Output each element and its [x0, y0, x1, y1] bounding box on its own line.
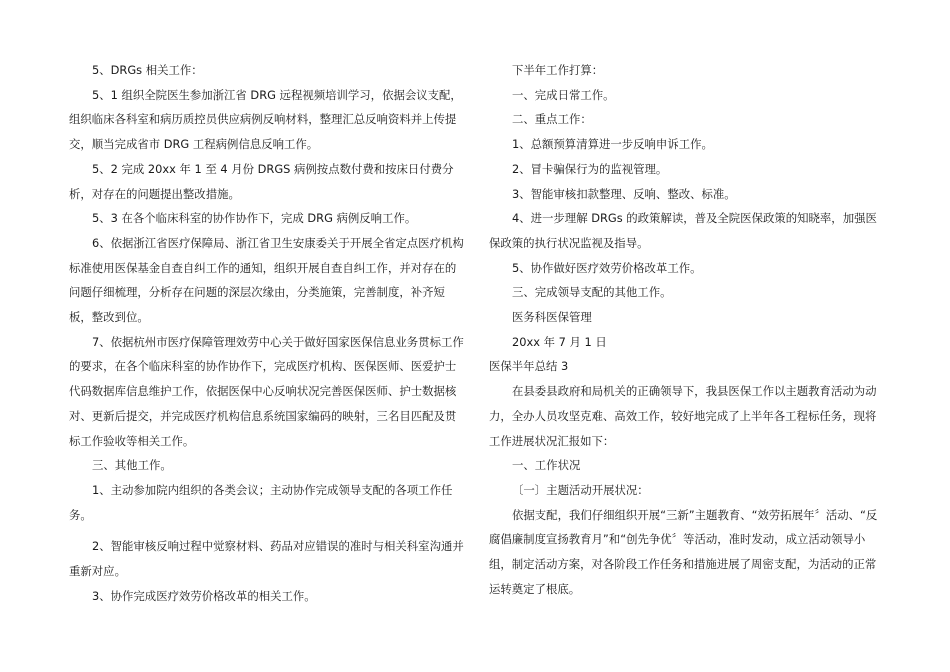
paragraph: 3、智能审核扣款整理、反响、整改、标准。	[512, 186, 736, 201]
paragraph: 2、冒卡骗保行为的监视管理。	[512, 161, 668, 176]
paragraph: 4、进一步理解 DRGs 的政策解读，普及全院医保政策的知晓率，加强医保政策的执行状况监视及指导。	[489, 211, 877, 250]
paragraph: 3、协作完成医疗效劳价格改革的相关工作。	[92, 588, 316, 603]
paragraph: 5、1 组织全院医生参加浙江省 DRG 远程视频培训学习，依据会议支配，组织临床各科室和病历质控员供应病例反响材料，整理汇总反响资料并上传提交，顺当完成省市 DRG 工程病例信息反响工作。	[69, 87, 462, 152]
paragraph: 5、DRGs 相关工作：	[92, 63, 203, 77]
paragraph: 5、2 完成 20xx 年 1 至 4 月份 DRGS 病例按点数付费和按床日付费分析，对存在的问题提出整改措施。	[69, 161, 454, 201]
paragraph: 2、智能审核反响过程中觉察材料、药品对应错误的准时与相关科室沟通并重新对应。	[69, 539, 464, 579]
paragraph: 1、总额预算清算进一步反响申诉工作。	[512, 137, 713, 152]
subsection-heading: 〔一〕主题活动开展状况：	[512, 482, 649, 497]
paragraph: 三、完成领导支配的其他工作。	[512, 285, 672, 300]
section-heading: 下半年工作打算：	[512, 63, 604, 77]
paragraph: 6、依据浙江省医疗保障局、浙江省卫生安康委关于开展全省定点医疗机构标准使用医保基金自查自纠工作的通知，组织开展自查自纠工作，并对存在的问题仔细梳理，分析存在问题的深层次缘由，分类施策，完善制度，补齐短板，整改到位。	[69, 235, 464, 325]
section-heading: 二、重点工作：	[512, 112, 592, 127]
paragraph: 7、依据杭州市医疗保障管理效劳中心关于做好国家医保信息业务贯标工作的要求，在各个临床科室的协作协作下，完成医疗机构、医保医师、医爱护士代码数据库信息维护工作，依据医保中心反响状况完善医保医师、护士数据核对、更新后提交，并完成医疗机构信息系统国家编码的映射，三名目匹配及贯标工作验收等相关工作。	[69, 334, 464, 448]
section-heading: 三、其他工作。	[92, 458, 172, 473]
right-column	[489, 58, 884, 601]
paragraph: 一、完成日常工作。	[512, 87, 615, 102]
paragraph: 依据支配，我们仔细组织开展“三新”主题教育、“效劳拓展年〞活动、“反腐倡廉制度宣扬教育月”和“创先争优〞等活动，准时发动，成立活动领导小组，制定活动方案，对各阶段工作任务和措施进展了周密支配，为活动的正常运转奠定了根底。	[489, 507, 878, 596]
paragraph: 在县委县政府和局机关的正确领导下，我县医保工作以主题教育活动为动力，全办人员攻坚克难、高效工作，较好地完成了上半年各工程标任务，现将工作进展状况汇报如下：	[489, 384, 877, 448]
paragraph: 5、3 在各个临床科室的协作协作下，完成 DRG 病例反响工作。	[92, 211, 417, 226]
section-heading: 一、工作状况	[512, 458, 581, 473]
document-title: 医保半年总结 3	[489, 359, 569, 374]
paragraph: 1、主动参加院内组织的各类会议；主动协作完成领导支配的各项工作任务。	[69, 482, 453, 522]
signature-date: 20xx 年 7 月 1 日	[512, 334, 607, 349]
paragraph: 5、协作做好医疗效劳价格改革工作。	[512, 260, 702, 275]
signature-department: 医务科医保管理	[512, 310, 592, 325]
left-column	[69, 58, 466, 608]
